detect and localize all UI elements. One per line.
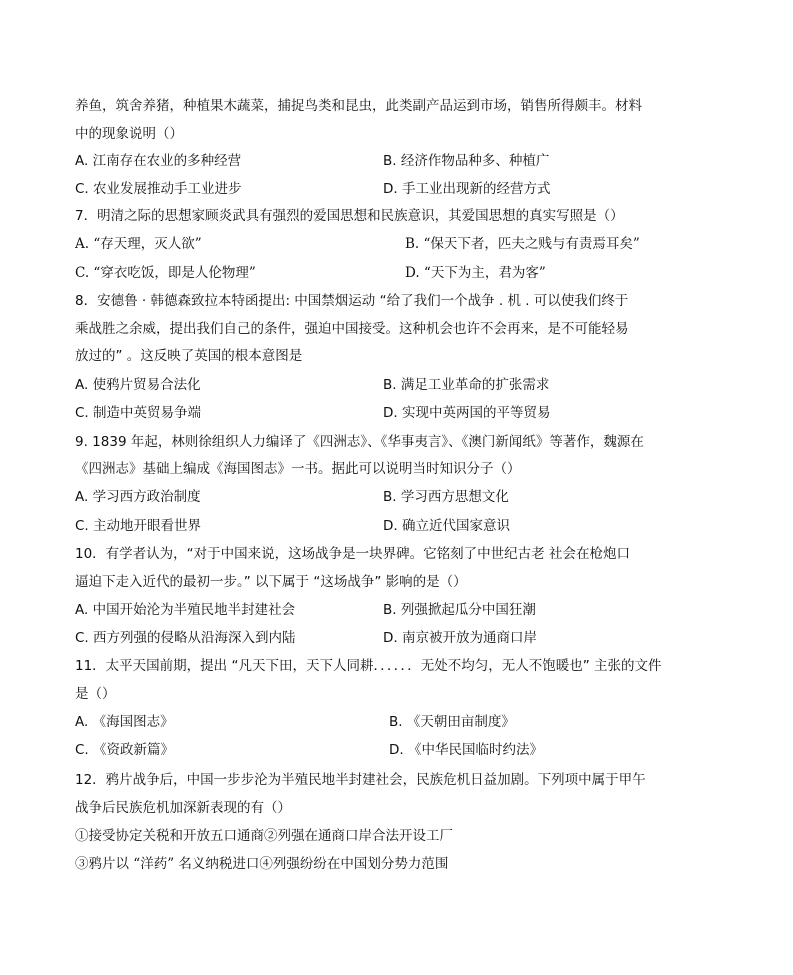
option-a: A. 《海国图志》 xyxy=(75,714,174,730)
option-a: A. “存天理，灭人欲” xyxy=(75,236,202,252)
option-c: C. 西方列强的侵略从沿海深入到内陆 xyxy=(75,630,296,646)
question-10-stem: 10．有学者认为，“对于中国来说，这场战争是一块界碑。它铭刻了中世纪古老 社会在枪炮口 xyxy=(75,546,630,562)
option-d: D. 南京被开放为通商口岸 xyxy=(383,630,537,646)
option-c: C. 主动地开眼看世界 xyxy=(75,518,202,534)
question-11-stem: 是（） xyxy=(75,686,116,702)
option-b: B. 列强掀起瓜分中国狂潮 xyxy=(383,602,536,618)
option-c: C. 农业发展推动手工业进步 xyxy=(75,181,242,197)
question-8-stem: 放过的” 。这反映了英国的根本意图是 xyxy=(75,348,303,364)
option-d: D. “天下为主，君为客” xyxy=(405,265,546,281)
text-line: 养鱼，筑舍养猪，种植果木蔬菜，捕捉鸟类和昆虫，此类副产品运到市场，销售所得颇丰。材料 xyxy=(75,98,642,114)
option-b: B. 经济作物品种多、种植广 xyxy=(383,153,550,169)
option-d: D. 确立近代国家意识 xyxy=(383,518,510,534)
question-10-stem: 逼迫下走入近代的最初一步。” 以下属于 “这场战争” 影响的是（） xyxy=(75,574,467,590)
question-8-stem: 乘战胜之余威，提出我们自己的条件，强迫中国接受。这种机会也许不会再来，是不可能轻易 xyxy=(75,321,629,337)
question-12-stem: 战争后民族危机加深新表现的有（） xyxy=(75,800,291,816)
option-a: A. 学习西方政治制度 xyxy=(75,489,201,505)
list-item: ①接受协定关税和开放五口通商②列强在通商口岸合法开设工厂 xyxy=(75,828,453,844)
option-b: B. 学习西方思想文化 xyxy=(383,489,509,505)
option-b: B. 《天朝田亩制度》 xyxy=(389,714,515,730)
question-12-stem: 12．鸦片战争后，中国一步步沦为半殖民地半封建社会，民族危机日益加剧。下列项中属于甲午 xyxy=(75,772,646,788)
question-9-stem: 《四洲志》基础上编成《海国图志》一书。据此可以说明当时知识分子（） xyxy=(75,461,521,477)
option-b: B. “保天下者，匹夫之贱与有责焉耳矣” xyxy=(405,236,640,252)
option-d: D. 手工业出现新的经营方式 xyxy=(383,181,551,197)
option-a: A. 江南存在农业的多种经营 xyxy=(75,153,242,169)
option-c: C. “穿衣吃饭，即是人伦物理” xyxy=(75,265,256,281)
option-a: A. 中国开始沦为半殖民地半封建社会 xyxy=(75,602,296,618)
question-8-stem: 8．安德鲁 · 韩德森致拉本特函提出: 中国禁烟运动 “给了我们一个战争 . 机 . 可以使我们终于 xyxy=(75,293,629,309)
option-a: A. 使鸦片贸易合法化 xyxy=(75,377,201,393)
text-line: 中的现象说明（） xyxy=(75,126,183,142)
question-9-stem: 9. 1839 年起，林则徐组织人力编译了《四洲志》、《华事夷言》、《澳门新闻纸》等著作，魏源在 xyxy=(75,434,644,450)
option-b: B. 满足工业革命的扩张需求 xyxy=(383,377,550,393)
option-d: D. 《中华民国临时约法》 xyxy=(389,742,543,758)
question-7-stem: 7．明清之际的思想家顾炎武具有强烈的爱国思想和民族意识，其爱国思想的真实写照是（） xyxy=(75,208,624,224)
option-d: D. 实现中英两国的平等贸易 xyxy=(383,405,551,421)
option-c: C. 《资政新篇》 xyxy=(75,742,175,758)
list-item: ③鸦片以 “洋药” 名义纳税进口④列强纷纷在中国划分势力范围 xyxy=(75,856,449,872)
option-c: C. 制造中英贸易争端 xyxy=(75,405,202,421)
question-11-stem: 11．太平天国前期，提出 “凡天下田，天下人同耕．．．．．．无处不均匀，无人不饱暖也” 主张的文件 xyxy=(75,658,662,674)
